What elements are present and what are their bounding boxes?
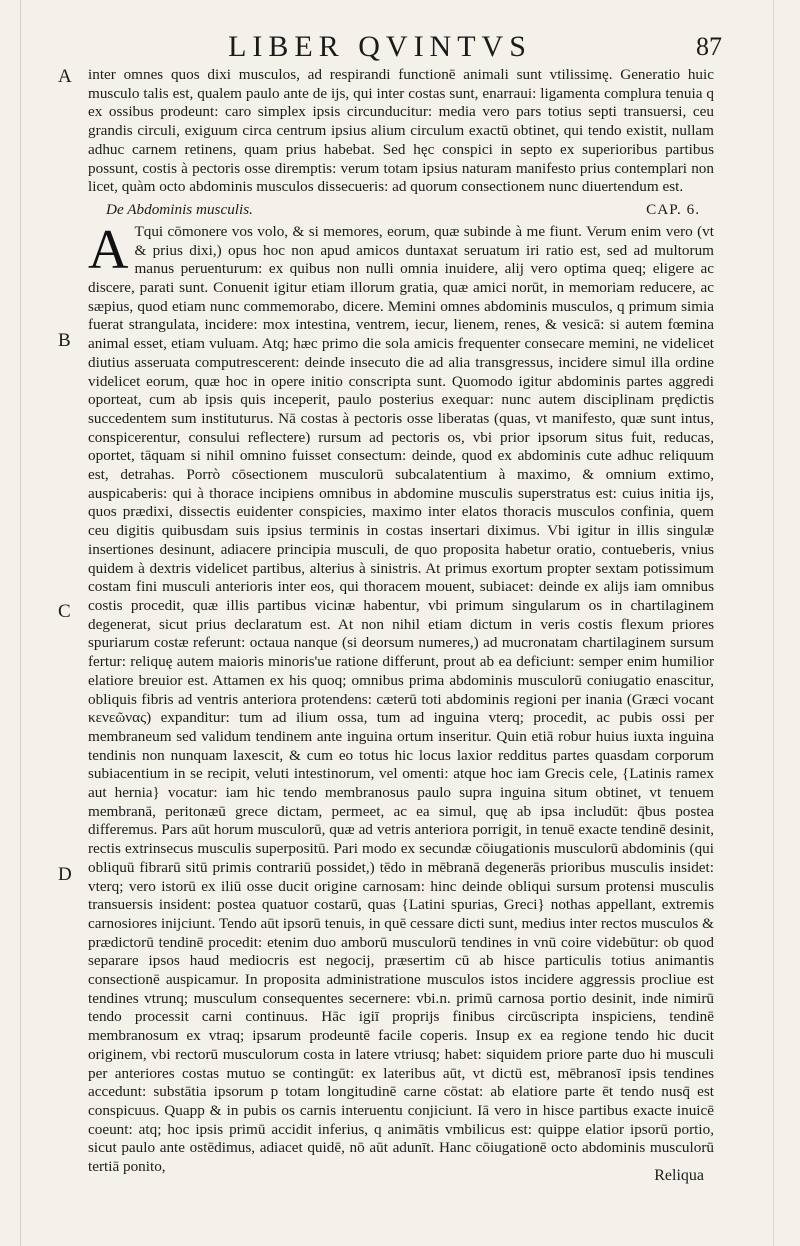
margin-letter-a: A — [58, 66, 72, 87]
intro-paragraph: inter omnes quos dixi musculos, ad respirandi functionē animali sunt vtilissimę. Generatio huic musculo talis est, qualem paulo ante de ijs, qui inter costas sunt, enarraui: ligamenta complura tenuia q ex ossibus prodeunt: caro simplex ipsis circunducitur: media vero pars totius septi transuersi, ceu grandis circuli, exiguum circa centrum ipsius alium circulum exactū obtinet, qui tendo existit, nullam adhuc carnem retinens, quam prius habebat. Sed hęc conspici in septo ex superioribus partibus possunt, costis à pectoris osse diremptis: verum totam ipsius naturam manifesto prius contemplari non licet, quàm octo abdominis musculos dissecueris: ad quorum consectionem nunc diuertendum est. — [88, 66, 714, 196]
margin-letter-b: B — [58, 330, 71, 351]
main-paragraph-text: Tqui cōmonere vos volo, & si memores, eorum, quæ subinde à me fiunt. Verum enim vero (vt & prius dixi,) opus hoc non apud amicos duntaxat seruatum iri ratio est, sed ad multorum manus peruenturum: ex quibus non nulli omnia inuidere, alij vero optima queq; eligere ac discere, parati sunt. Conuenit igitur etiam illorum gratia, quæ amici norūt, in memoriam reducere, ac sæpius, quod etiam nunc commemorabo, dicere. Memini omnes abdominis musculos, q primum simia fuerat strangulata, incidere: mox intestina, ventrem, iecur, lienem, renes, & vesicā: si autem fœmina animal esset, etiam vuluam. Atq; hæc primo die sola amicis frequenter consecare memini, ne videlicet diutius asseruata computrescerent: deinde insecuto die ad alia transgressus, incidere simul illa ordine videlicet eorum, quæ hoc in opere initio conscripta sunt. Quomodo igitur abdominis partes aggredi oporteat, cum ab ipsis quis inceperit, paulo posterius exequar: nunc autem disciplinam prędictis succedentem sum instituturus. Nā costas à pectoris osse liberatas (quas, vt manifesto, quæ sunt intus, conspicerentur, consului reflectere) rursum ad pectoris os, vbi prior ipsorum situs fuit, reducas, oportet, tāquam si nihil omnino fuisset consectum: deinde, quod ex abdominis cute adhuc reliquum est, detrahas. Porrò cōsectionem musculorū subcalatentium à maximo, & omnium extimo, auspicaberis: qui à thorace incipiens omnibus in abdomine musculis superstratus est: cuius initia ijs, quos prædixi, dissectis euidenter conspicies, maximo inter elatos thoracis musculos confinia, quem ceu digitis quibusdam suis ipsius terminis in costas insertari diximus. Vbi igitur in illis singulæ insertiones desinunt, adiacere principia musculi, de quo proposita habetur oratio, contueberis, vnius quidem à dextris videlicet partibus, alterius à sinistris. At primus exortum propter sextam potissimum costam fini musculi anterioris inter eos, qui thoracem mouent, subiacet: deinde ex alijs iam omnibus costis procedit, quæ illis partibus vicinæ habentur, vbi primum singularum os in chartilaginem degenerat, sicut prius declaratum est. At non nihil etiam dictum in veris costis flexum priores spuriarum costæ referunt: octaua nanque (si deorsum numeres,) ad mucronatam chartilaginem sursum fertur: reliquę autem maioris minoris'ue ratione differunt, prout ab ea deficiunt: semper enim humilior elatiore breuior est. Attamen ex his quoq; omnibus prima abdominis musculorū coniugatio enascitur, obliquis fibris ad ventris anteriora protendens: cæterū toti abdominis regioni per inania (Græci vocant κενεῶνας) expanditur: tum ad ilium ossa, tum ad inguina vterq; procedit, ac pubis ossi per membraneum sed validum tendinem ante inguina ortum inseritur. Quin etiā robur huius iuxta inguina tendinis non nunquam laxescit, & cum eo totus hic locus laxior redditus partes quasdam corporum subiacentium in se recipit, veluti intestinorum, vel omenti: atque hoc iam Grecis cele, {Latinis ramex aut hernia} vocatur: iam hic tendo membranosus paulo supra inguina situm obtinet, vt tenuem membranā, peritonæū grece dictam, permeet, ac ea simul, quę ab ipsa includūt: q̄bus postea differemus. Pars aūt horum musculorū, quæ ad vetris anteriora porrigit, in tenuē exacte tendinē desinit, rectis extrinsecus musculis superpositū. Pari modo ex secundæ cōiugationis musculorū abdominis (qui obliquū fibrarū sitū primis contrariū possidet,) tēdo in mēbranā degenerās prioribus musculis insidet: vterq; vero istorū ex iliū osse ducit origine carnosam: hinc deinde obliqui sursum protensi musculis transuersis insident: postea quatuor costarū, quas {Latini spurias, Greci} nothas appellant, extremis carnosiores inijciunt. Tendo aūt ipsorū tenuis, in quē cessare dicti sunt, medius inter rectos musculos & prædictorū tendinē procedit: etenim duo amborū musculorū tendines in vnū coire videbūtur: ob quod separare ipsos haud mediocris est negocij, præsertim cū ab hisce particulis totius animantis consectionē auspicamur. In proposita administratione musculos istos incidere aggressis procliue est tendines vtrunq; musculum consequentes secernere: vbi.n. primū carnosa portio desinit, inde nimirū tendo processit carni continuus. Hāc igiī proprijs finibus circūscripta inspiciens, tendinē membranosum ex vtraq; ipsarum prodeuntē facile coperis. Insup ex ea regione tendo hic ducit originem, vbi rectorū musculorum costa in latere vtriusq; habet: siquidem priore parte duo hi musculi per anteriores costas mutuo se contingūt: ex lateribus aūt, vt dictū est, mēbranosī ipsis tendines accedunt: substātia ipsorum p totam longitudinē carne cōstat: ab elatiore parte ēt tendo nusq̄ est conspicuus. Quapp & in pubis os carnis interuentu conjiciunt. Iā vero in hisce partibus exacte inuicē coeunt: atq; hoc ipsis primū accidit inferius, q animātis vmbilicus est: quippe elatior ipsorū portio, sicut paulo ante ostēdimus, adiacet quidē, nō aūt adunīt. Hanc cōiugationē octo abdominis musculorū tertiā ponito, — [88, 222, 714, 1176]
page-header — [0, 26, 800, 66]
margin-letter-c: C — [58, 601, 71, 622]
running-title: LIBER QVINTVS — [228, 30, 532, 63]
drop-cap: A — [88, 218, 129, 281]
chapter-title: De Abdominis musculis. — [106, 200, 253, 218]
page-number: 87 — [696, 32, 722, 61]
chapter-number: CAP. 6. — [646, 200, 700, 218]
chapter-heading — [88, 201, 714, 221]
main-paragraph — [88, 218, 714, 1177]
catchword: Reliqua — [654, 1167, 704, 1184]
body-text — [88, 66, 714, 1177]
margin-letter-d: D — [58, 864, 72, 885]
